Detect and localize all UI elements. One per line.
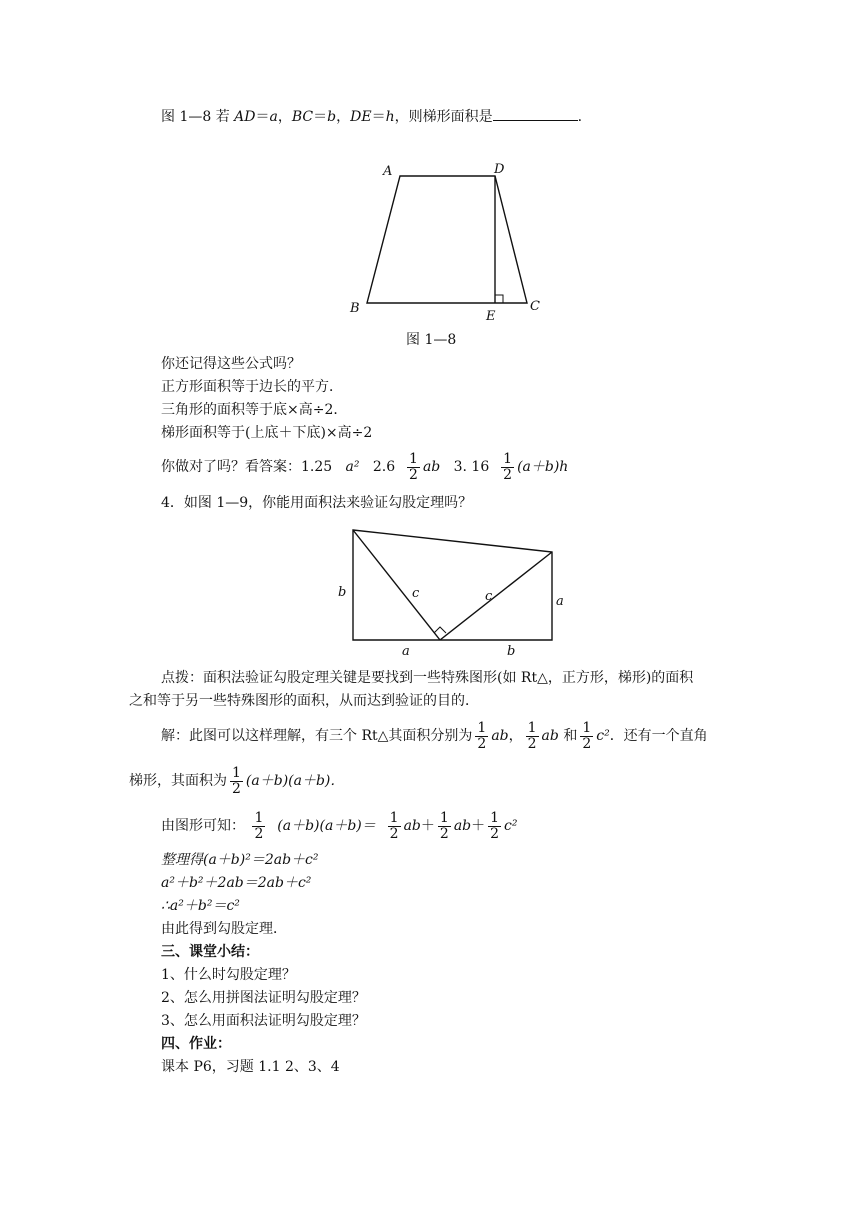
figure1-caption: 图 1—8 (406, 332, 457, 348)
eq: ＝ (255, 109, 270, 125)
trapezoid-outline (353, 530, 552, 640)
label-c-right: c (485, 589, 493, 604)
frac-num: 1 (582, 719, 592, 736)
var-ab: ab (403, 818, 421, 834)
hint-line-2: 之和等于另一些特殊图形的面积，从而达到验证的目的． (129, 693, 479, 709)
eq: ＝ (313, 109, 328, 125)
homework-title: 四、作业： (161, 1036, 231, 1052)
formulas-intro: 你还记得这些公式吗？ (161, 356, 301, 372)
hypotenuse-right (440, 552, 552, 640)
fraction-half (407, 452, 420, 483)
fraction-half (526, 721, 539, 752)
answer-ab: ab (422, 459, 441, 475)
plus: ＋ (471, 818, 486, 834)
frac-den: 2 (389, 825, 399, 842)
question-suffix: ，则梯形面积是 (394, 109, 493, 125)
frac-num: 1 (439, 809, 449, 826)
summary-q1: 1、什么时勾股定理？ (161, 967, 296, 983)
frac-num: 1 (409, 450, 418, 467)
var-h: h (385, 109, 395, 125)
frac-den: 2 (477, 735, 487, 752)
summary-q3: 3、怎么用面积法证明勾股定理？ (161, 1013, 366, 1029)
problem-4: 4．如图 1—9，你能用面积法来验证勾股定理吗？ (161, 495, 473, 511)
solution-line-2 (129, 763, 344, 799)
period: . (577, 109, 583, 125)
var-b: b (327, 109, 337, 125)
eq: ＝ (371, 109, 386, 125)
label-c-left: c (412, 586, 420, 601)
var-c2: c² (596, 728, 610, 744)
fraction-half (438, 811, 451, 842)
frac-num: 1 (389, 809, 399, 826)
frac-den: 2 (503, 466, 513, 483)
answer-2-6: 2.6 (372, 459, 396, 475)
frac-num: 1 (490, 809, 500, 826)
right-angle-mark (495, 295, 503, 303)
frac-num: 1 (527, 719, 537, 736)
trapezoid-figure (340, 155, 550, 325)
frac-den: 2 (439, 825, 449, 842)
trapezoid-area-expr: (a＋b)(a＋b)． (245, 773, 345, 789)
answer-a2: a² (345, 459, 360, 475)
var-a: a (269, 109, 278, 125)
solution-line-7: 由此得到勾股定理． (161, 921, 287, 937)
and-text: 和 (563, 728, 578, 744)
fraction-half (475, 721, 488, 752)
fraction-half (230, 766, 243, 797)
fraction-half (388, 811, 401, 842)
solution-line-6: ∴a²＋b²＝c² (161, 898, 240, 914)
trapezoid-shape (367, 176, 527, 303)
label-c: C (530, 299, 540, 314)
answer-expr: (a＋b)h (517, 459, 569, 475)
frac-num: 1 (503, 450, 513, 467)
var-ab: ab (541, 728, 559, 744)
homework-text: 课本 P6，习题 1.1 2、3、4 (161, 1059, 340, 1075)
question-line (161, 106, 582, 127)
fraction-half (488, 811, 501, 842)
summary-title: 三、课堂小结： (161, 944, 259, 960)
sep: ， (336, 109, 351, 125)
plus: ＋ (420, 818, 435, 834)
solution-line-3 (161, 808, 518, 844)
label-b-left: b (338, 585, 347, 600)
answers-prefix: 你做对了吗？看答案：1.25 (161, 459, 333, 475)
fraction-half (580, 721, 593, 752)
sep: ， (277, 109, 292, 125)
label-b-bottom: b (507, 644, 516, 659)
frac-den: 2 (490, 825, 500, 842)
frac-den: 2 (527, 735, 537, 752)
seg-bc: BC (291, 109, 314, 125)
formula-square: 正方形面积等于边长的平方． (161, 379, 343, 395)
formula-triangle: 三角形的面积等于底×高÷2． (161, 402, 348, 418)
frac-num: 1 (254, 809, 264, 826)
seg-ad: AD (234, 109, 256, 125)
seg-de: DE (350, 109, 372, 125)
solution-text: 解：此图可以这样理解，有三个 Rt△其面积分别为 (161, 728, 473, 744)
var-ab: ab (453, 818, 472, 834)
label-b: B (350, 301, 360, 316)
question-prefix: 图 1—8 若 (161, 109, 235, 125)
fraction-half (252, 811, 265, 842)
answer-3-16: 3. 16 (453, 459, 490, 475)
right-angle-mark (434, 627, 446, 633)
fraction-half (501, 452, 514, 483)
pythagoras-figure (330, 523, 566, 659)
label-a: A (383, 164, 393, 179)
solution-text: ．还有一个直角 (609, 728, 708, 744)
comma: ， (508, 728, 523, 744)
hypotenuse-left (353, 530, 440, 640)
solution-text: 由图形可知： (161, 818, 245, 834)
frac-num: 1 (477, 719, 487, 736)
summary-q2: 2、怎么用拼图法证明勾股定理？ (161, 990, 366, 1006)
frac-num: 1 (232, 764, 241, 781)
hint-line-1: 点拨：面积法验证勾股定理关键是要找到一些特殊图形(如 Rt△，正方形，梯形)的面积 (161, 670, 694, 686)
frac-den: 2 (582, 735, 592, 752)
solution-text: 梯形，其面积为 (129, 773, 227, 789)
label-a-right: a (556, 594, 564, 609)
frac-den: 2 (409, 466, 418, 483)
var-c2: c² (504, 818, 518, 834)
answer-blank (493, 106, 578, 121)
frac-den: 2 (254, 825, 264, 842)
equation-lhs: (a＋b)(a＋b)＝ (277, 818, 376, 834)
solution-line-1 (161, 718, 708, 754)
solution-line-4: 整理得(a＋b)²＝2ab＋c² (161, 852, 319, 868)
frac-den: 2 (232, 780, 241, 797)
label-a-bottom: a (402, 644, 410, 659)
solution-line-5: a²＋b²＋2ab＝2ab＋c² (161, 875, 312, 891)
answers-line (161, 449, 568, 485)
var-ab: ab (491, 728, 509, 744)
formula-trapezoid: 梯形面积等于(上底＋下底)×高÷2 (161, 425, 373, 441)
label-d: D (494, 162, 505, 177)
label-e: E (486, 309, 496, 324)
